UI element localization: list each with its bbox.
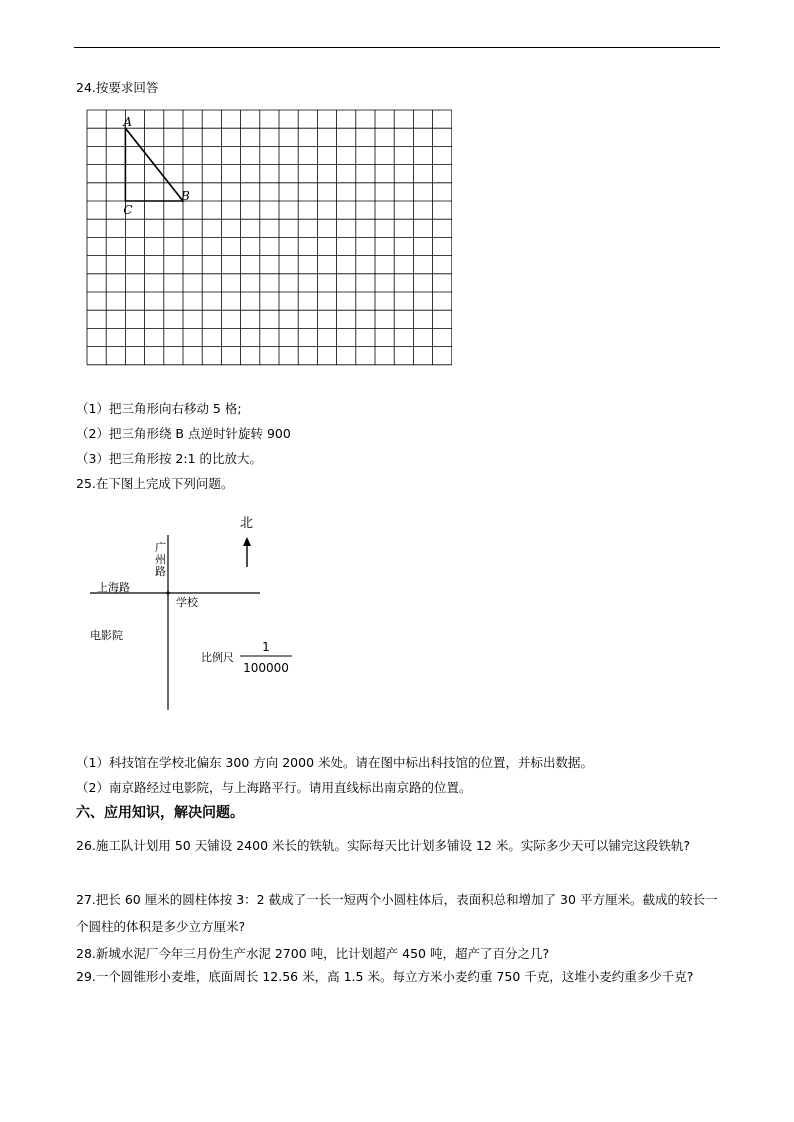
question-29: 29.一个圆锥形小麦堆，底面周长 12.56 米，高 1.5 米。每立方米小麦约重 750 千克，这堆小麦约重多少千克? xyxy=(76,969,694,984)
q24-task-3: （3）把三角形按 2:1 的比放大。 xyxy=(76,451,263,466)
q24-task-1: （1）把三角形向右移动 5 格; xyxy=(76,401,242,416)
scale-denominator: 100000 xyxy=(243,661,289,675)
q24-task-2: （2）把三角形绕 B 点逆时针旋转 900 xyxy=(76,426,291,441)
point-a-label: A xyxy=(123,115,133,130)
q25-task-2: （2）南京路经过电影院，与上海路平行。请用直线标出南京路的位置。 xyxy=(76,780,472,795)
question-27: 27.把长 60 厘米的圆柱体按 3：2 截成了一长一短两个小圆柱体后，表面积总和增加了 30 平方厘米。截成的较长一个圆柱的体积是多少立方厘米? xyxy=(76,892,718,934)
question-28: 28.新城水泥厂今年三月份生产水泥 2700 吨，比计划超产 450 吨，超产了百分之几? xyxy=(76,946,550,961)
q24-grid xyxy=(86,109,452,366)
q25-map xyxy=(80,505,320,720)
school-point xyxy=(166,591,169,594)
north-label: 北 xyxy=(240,516,254,531)
q25-title: 25.在下图上完成下列问题。 xyxy=(76,476,234,491)
point-c-label: C xyxy=(123,203,133,217)
section-6-heading: 六、应用知识，解决问题。 xyxy=(76,805,244,821)
north-arrow-icon xyxy=(243,537,251,546)
q25-task-1: （1）科技馆在学校北偏东 300 方向 2000 米处。请在图中标出科技馆的位置，并标出数据。 xyxy=(76,755,594,770)
guangzhou-road-label: 广 州 路 xyxy=(155,541,166,578)
scale-label: 比例尺 xyxy=(201,651,234,664)
cinema-label: 电影院 xyxy=(90,629,123,642)
header-rule xyxy=(74,47,720,48)
school-label: 学校 xyxy=(176,596,198,609)
question-26: 26.施工队计划用 50 天铺设 2400 米长的铁轨。实际每天比计划多铺设 12 米。实际多少天可以铺完这段铁轨? xyxy=(76,838,690,853)
point-b-label: B xyxy=(181,189,190,203)
q24-title: 24.按要求回答 xyxy=(76,80,159,95)
scale-numerator: 1 xyxy=(262,640,270,654)
shanghai-road-label: 上海路 xyxy=(97,581,130,594)
